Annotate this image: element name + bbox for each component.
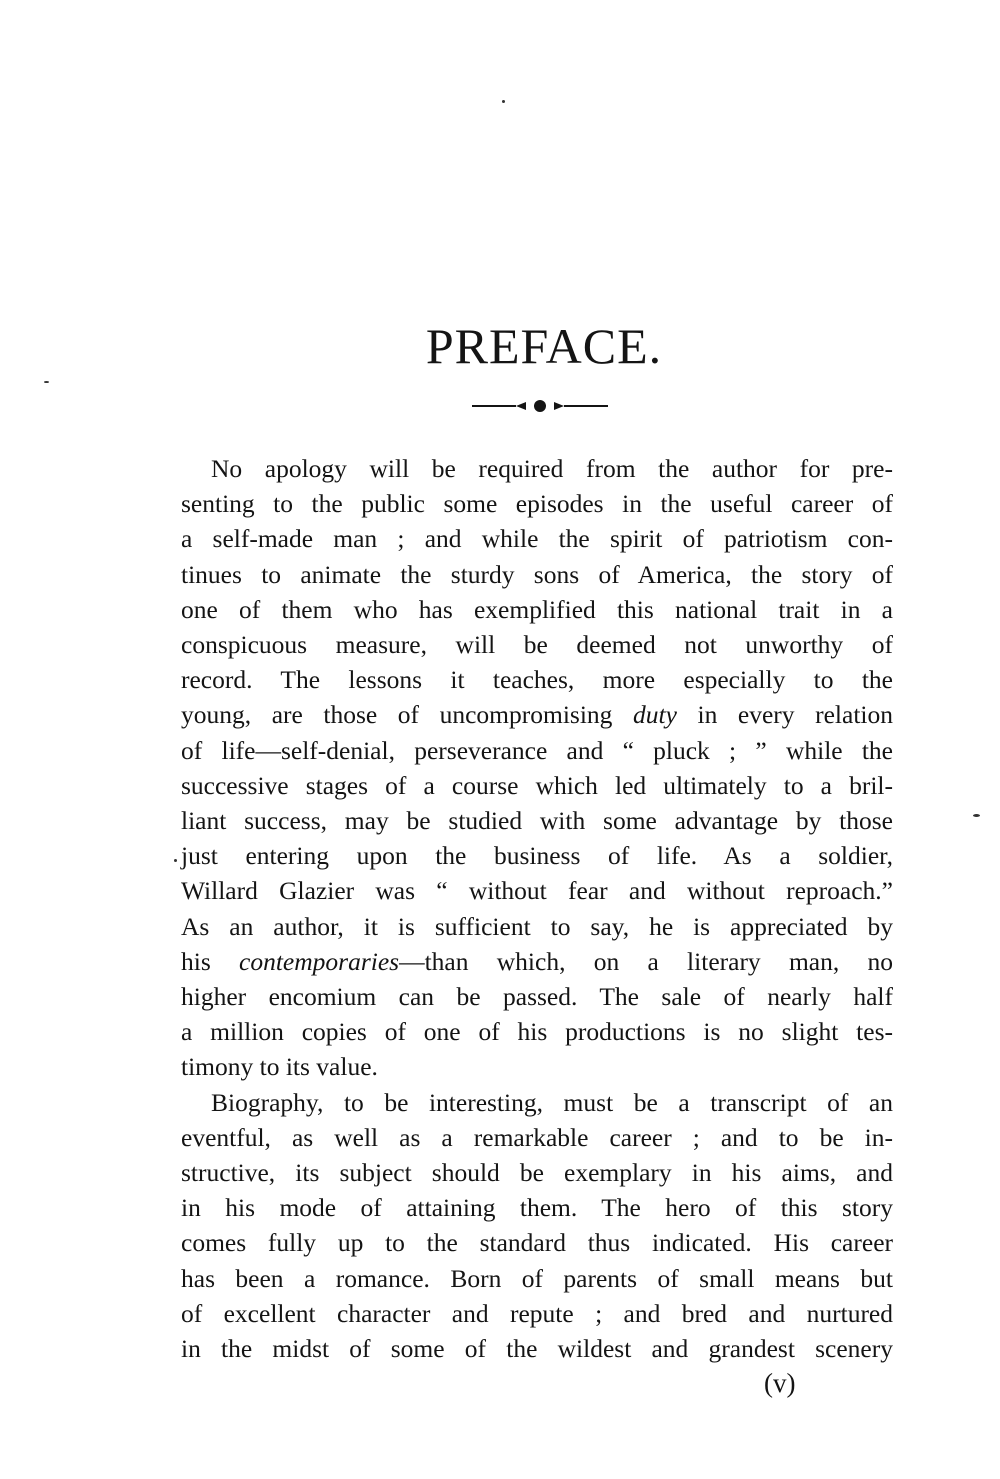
ornament-divider-icon <box>472 396 612 416</box>
text-run: his <box>181 946 240 976</box>
italic-duty: duty <box>633 700 677 730</box>
text-line: of life—self-denial, perseverance and “ pluck ; ” while the <box>181 735 893 765</box>
page-title: PREFACE. <box>425 318 663 374</box>
text-line: comes fully up to the standard thus indicated. His career <box>181 1228 893 1258</box>
text-line <box>181 944 893 979</box>
text-line: eventful, as well as a remarkable career ; and to be in- <box>181 1122 893 1152</box>
text-line: just entering upon the business of life. As a soldier, <box>181 841 893 871</box>
preface-body <box>181 451 893 1366</box>
text-line: in the midst of some of the wildest and grandest scenery <box>181 1334 893 1364</box>
paragraph <box>181 1085 893 1367</box>
text-line: No apology will be required from the author for pre- <box>211 454 893 483</box>
text-line: Biography, to be interesting, must be a transcript of an <box>211 1087 893 1117</box>
print-speck <box>174 859 177 862</box>
text-line: a million copies of one of his productions is no slight tes- <box>181 1017 893 1047</box>
text-line <box>181 697 893 732</box>
text-run: —than which, on a literary man, no <box>399 946 893 976</box>
text-line: liant success, may be studied with some advantage by those <box>181 806 893 836</box>
text-line: of excellent character and repute ; and bred and nurtured <box>181 1298 893 1328</box>
italic-contemporaries: contemporaries <box>239 946 400 976</box>
text-line: tinues to animate the sturdy sons of America, the story of <box>181 559 893 589</box>
text-line: Willard Glazier was “ without fear and without reproach.” <box>181 876 893 906</box>
print-speck <box>502 100 505 103</box>
text-line: timony to its value. <box>181 1052 378 1082</box>
text-line: senting to the public some episodes in the useful career of <box>181 489 893 519</box>
text-line: conspicuous measure, will be deemed not unworthy of <box>181 630 893 660</box>
text-line: one of them who has exemplified this national trait in a <box>181 594 893 624</box>
text-line: a self-made man ; and while the spirit of patriotism con- <box>181 524 893 554</box>
text-line: record. The lessons it teaches, more especially to the <box>181 665 893 695</box>
text-line: in his mode of attaining them. The hero of this story <box>181 1193 893 1223</box>
text-run: in every relation <box>676 700 893 730</box>
text-line: successive stages of a course which led ultimately to a bril- <box>181 770 893 800</box>
text-line: structive, its subject should be exemplary in his aims, and <box>181 1158 893 1188</box>
text-line: has been a romance. Born of parents of small means but <box>181 1263 893 1293</box>
text-line: As an author, it is sufficient to say, he is appreciated by <box>181 911 893 941</box>
text-run: young, are those of uncompromising <box>181 700 634 730</box>
text-line: higher encomium can be passed. The sale of nearly half <box>181 982 893 1012</box>
page-number: (v) <box>764 1368 796 1398</box>
print-speck <box>973 814 980 817</box>
paragraph <box>181 451 893 1085</box>
print-speck <box>44 381 49 383</box>
